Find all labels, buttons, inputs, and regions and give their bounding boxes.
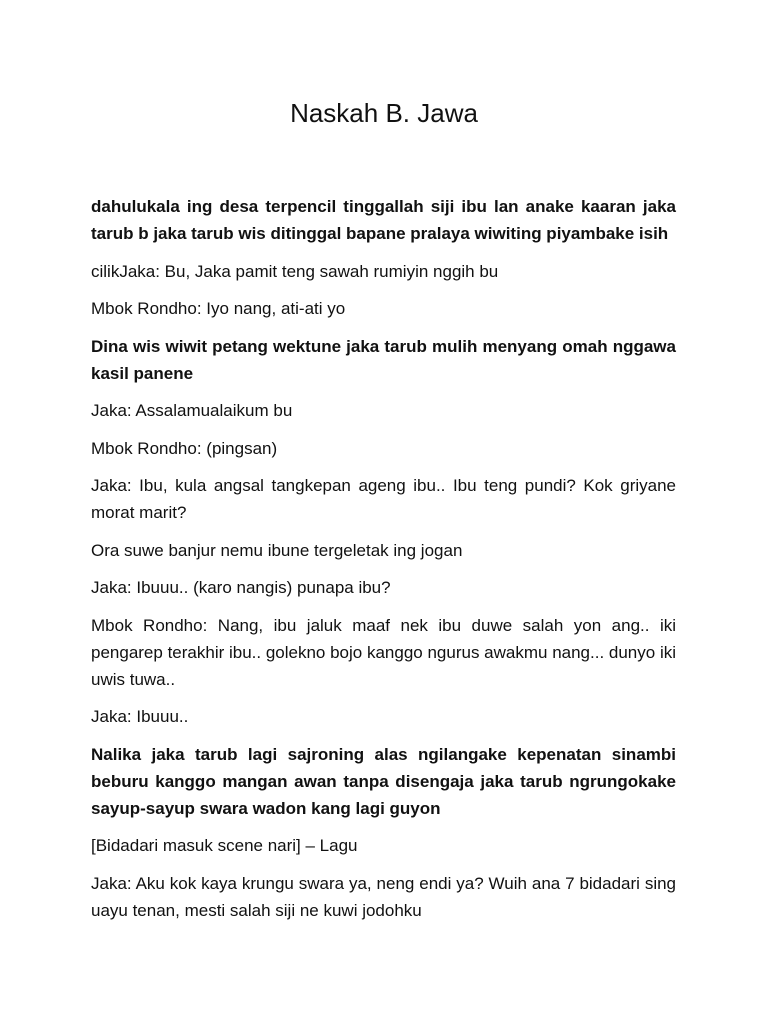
document-body	[91, 193, 676, 934]
dialogue-paragraph: Ora suwe banjur nemu ibune tergeletak ing jogan	[91, 540, 463, 560]
document-title: Naskah B. Jawa	[290, 98, 478, 128]
dialogue-paragraph: Jaka: Assalamualaikum bu	[91, 401, 293, 420]
dialogue-paragraph: Mbok Rondho: (pingsan)	[91, 438, 278, 458]
dialogue-paragraph: [Bidadari masuk scene nari] – Lagu	[91, 836, 358, 855]
dialogue-paragraph: Jaka: Ibuuu.. (karo nangis) punapa ibu?	[91, 578, 391, 597]
narration-paragraph: dahulukala ing desa terpencil tinggallah siji ibu lan anake kaaran jaka tarub b jaka tarub wis ditinggal bapane pralaya wiwiting piyambake isih	[91, 197, 676, 243]
dialogue-paragraph: Jaka: Ibu, kula angsal tangkepan ageng ibu.. Ibu teng pundi? Kok griyane morat marit?	[91, 476, 676, 522]
dialogue-paragraph: Mbok Rondho: Nang, ibu jaluk maaf nek ibu duwe salah yon ang.. iki pengarep terakhir ibu.. golekno bojo kanggo ngurus awakmu nang... dunyo iki uwis tuwa..	[91, 615, 676, 689]
dialogue-paragraph: Jaka: Aku kok kaya krungu swara ya, neng endi ya? Wuih ana 7 bidadari sing uayu tenan, mesti salah siji ne kuwi jodohku	[91, 873, 676, 920]
dialogue-paragraph: cilikJaka: Bu, Jaka pamit teng sawah rumiyin nggih bu	[91, 261, 499, 281]
dialogue-paragraph: Mbok Rondho: Iyo nang, ati-ati yo	[91, 299, 346, 318]
narration-paragraph: Nalika jaka tarub lagi sajroning alas ngilangake kepenatan sinambi beburu kanggo mangan awan tanpa disengaja jaka tarub ngrungokake sayup-sayup swara wadon kang lagi guyon	[91, 744, 676, 818]
dialogue-paragraph: Jaka: Ibuuu..	[91, 707, 189, 726]
narration-paragraph: Dina wis wiwit petang wektune jaka tarub mulih menyang omah nggawa kasil panene	[91, 336, 676, 383]
